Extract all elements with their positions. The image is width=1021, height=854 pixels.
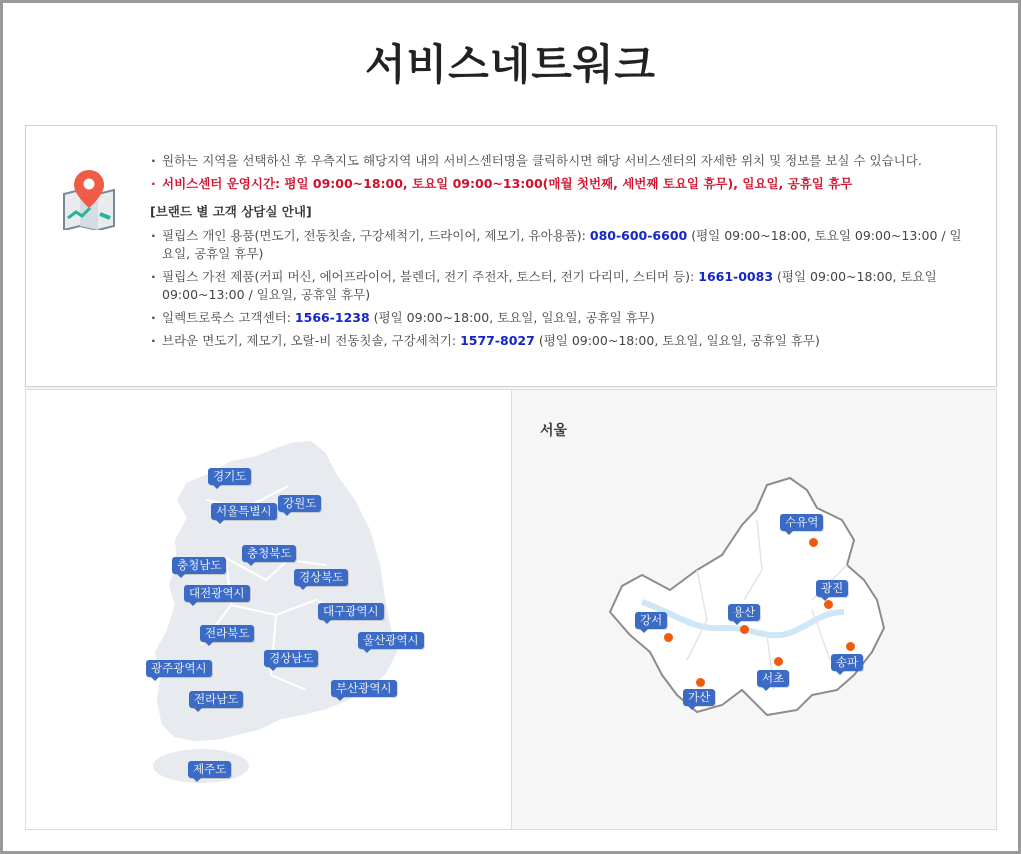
operating-hours: · 서비스센터 운영시간: 평일 09:00~18:00, 토요일 09:00~13:00(매월 첫번째, 세번째 토요일 휴무), 일요일, 공휴일 휴무 xyxy=(150,175,970,193)
center-dot[interactable] xyxy=(664,633,673,642)
region-daejeon[interactable]: 대전광역시 xyxy=(184,585,250,602)
center-dot[interactable] xyxy=(740,625,749,634)
center-dot[interactable] xyxy=(846,642,855,651)
brand-item-electrolux: · 일렉트로룩스 고객센터: 1566-1238 (평일 09:00~18:00, 토요일, 일요일, 공휴일 휴무) xyxy=(150,309,970,327)
region-jeonnam[interactable]: 전라남도 xyxy=(189,691,243,708)
info-instruction: · 원하는 지역을 선택하신 후 우측지도 해당지역 내의 서비스센터명을 클릭하시면 해당 서비스센터의 자세한 위치 및 정보를 보실 수 있습니다. xyxy=(150,152,970,170)
region-gwangju[interactable]: 광주광역시 xyxy=(146,660,212,677)
brand-heading: [브랜드 별 고객 상담실 안내] xyxy=(150,204,312,219)
region-chungnam[interactable]: 충청남도 xyxy=(172,557,226,574)
maps-area xyxy=(25,389,997,830)
region-chungbuk[interactable]: 충청북도 xyxy=(242,545,296,562)
center-gangseo[interactable]: 강서 xyxy=(635,612,667,629)
center-dot[interactable] xyxy=(774,657,783,666)
region-jeju[interactable]: 제주도 xyxy=(188,761,231,778)
region-gangwon[interactable]: 강원도 xyxy=(278,495,321,512)
phone-number[interactable]: 080-600-6600 xyxy=(589,228,688,243)
center-suyu[interactable]: 수유역 xyxy=(780,514,823,531)
korea-map xyxy=(26,390,512,829)
seoul-map xyxy=(512,390,996,829)
region-gyeongnam[interactable]: 경상남도 xyxy=(264,650,318,667)
center-dot[interactable] xyxy=(809,538,818,547)
selected-region-title: 서울 xyxy=(540,423,568,439)
region-daegu[interactable]: 대구광역시 xyxy=(318,603,384,620)
region-gyeongbuk[interactable]: 경상북도 xyxy=(294,569,348,586)
brand-item-philips-personal: · 필립스 개인 용품(면도기, 전동칫솔, 구강세척기, 드라이어, 제모기, 유아용품): 080-600-6600 (평일 09:00~18:00, 토요일 09:00~13:00 / 일요일, 공휴일 휴무) xyxy=(150,227,970,263)
page-title: 서비스네트워크 xyxy=(364,40,656,89)
phone-number[interactable]: 1661-0083 xyxy=(698,269,774,284)
center-dot[interactable] xyxy=(696,678,705,687)
region-gyeonggi[interactable]: 경기도 xyxy=(208,468,251,485)
center-gwangjin[interactable]: 광진 xyxy=(816,580,848,597)
korea-map-shape xyxy=(26,390,512,829)
info-box xyxy=(25,125,997,387)
center-dot[interactable] xyxy=(824,600,833,609)
phone-number[interactable]: 1577-8027 xyxy=(460,333,535,348)
center-songpa[interactable]: 송파 xyxy=(831,654,863,671)
info-text xyxy=(150,152,970,355)
map-pin-icon xyxy=(60,168,118,230)
region-jeonbuk[interactable]: 전라북도 xyxy=(200,625,254,642)
center-yongsan[interactable]: 용산 xyxy=(728,604,760,621)
brand-item-philips-appliance: · 필립스 가전 제품(커피 머신, 에어프라이어, 블렌더, 전기 주전자, 토스터, 전기 다리미, 스티머 등): 1661-0083 (평일 09:00~18:00, 토요일 09:00~13:00 / 일요일, 공휴일 휴무) xyxy=(150,268,970,304)
center-gasan[interactable]: 가산 xyxy=(683,689,715,706)
region-seoul[interactable]: 서울특별시 xyxy=(211,503,277,520)
brand-item-braun: · 브라운 면도기, 제모기, 오랄-비 전동칫솔, 구강세척기: 1577-8027 (평일 09:00~18:00, 토요일, 일요일, 공휴일 휴무) xyxy=(150,332,970,350)
region-busan[interactable]: 부산광역시 xyxy=(331,680,397,697)
region-ulsan[interactable]: 울산광역시 xyxy=(358,632,424,649)
phone-number[interactable]: 1566-1238 xyxy=(294,310,370,325)
center-seocho[interactable]: 서초 xyxy=(757,670,789,687)
